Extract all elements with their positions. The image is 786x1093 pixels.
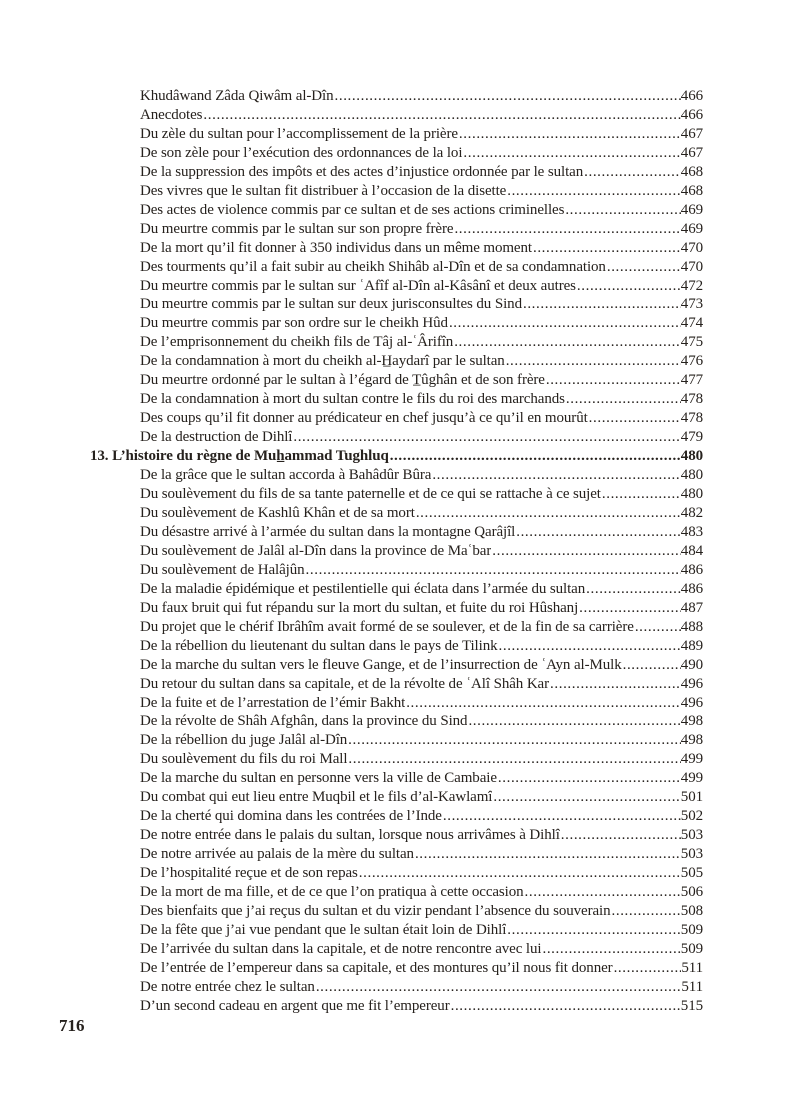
- toc-entry: [140, 239, 703, 258]
- toc-entry: [140, 807, 703, 826]
- toc-entry-page: 480: [680, 448, 703, 465]
- toc-dot-leader: [606, 258, 681, 277]
- toc-entry-page: 488: [680, 618, 703, 635]
- toc-dot-leader: [506, 182, 681, 201]
- toc-entry-label: Du soulèvement du fils du roi Mall: [140, 751, 348, 768]
- toc-entry-label: Des bienfaits que j’ai reçus du sultan et du vizir pendant l’absence du souverain: [140, 902, 611, 919]
- toc-dot-leader: [578, 599, 681, 618]
- toc-entry-label: Du retour du sultan dans sa capitale, et de la révolte de ʿAlî Shâh Kar: [140, 675, 550, 692]
- toc-dot-leader: [450, 997, 681, 1016]
- toc-entry-page: 511: [681, 959, 703, 976]
- toc-dot-leader: [453, 333, 681, 352]
- toc-entry-label: D’un second cadeau en argent que me fit l’empereur: [140, 997, 450, 1014]
- toc-entry-page: 496: [680, 675, 703, 692]
- toc-dot-leader: [431, 466, 680, 485]
- toc-entry: [140, 656, 703, 675]
- toc-entry-page: 501: [680, 789, 703, 806]
- toc-entry-page: 499: [680, 751, 703, 768]
- toc-dot-leader: [576, 277, 681, 296]
- toc-dot-leader: [634, 618, 681, 637]
- toc-entry: [140, 845, 703, 864]
- toc-dot-leader: [506, 921, 681, 940]
- toc-dot-leader: [347, 750, 680, 769]
- toc-entry: [140, 295, 703, 314]
- toc-entry-page: 468: [680, 182, 703, 199]
- toc-dot-leader: [334, 87, 681, 106]
- toc-entry: [140, 959, 703, 978]
- toc-entry-page: 499: [680, 770, 703, 787]
- toc-entry: [140, 561, 703, 580]
- toc-dot-leader: [564, 201, 680, 220]
- toc-entry-label: Anecdotes: [140, 106, 203, 123]
- toc-entry: [140, 978, 703, 997]
- toc-entry: [140, 409, 703, 428]
- toc-entry: [140, 618, 703, 637]
- toc-entry: [140, 277, 703, 296]
- toc-entry-label: De la condamnation à mort du cheikh al-H̲aydarî par le sultan: [140, 353, 505, 370]
- toc-entry-page: 476: [680, 353, 703, 370]
- toc-entry-label: Khudâwand Zâda Qiwâm al-Dîn: [140, 88, 334, 104]
- toc-entry-label: Du meurtre commis par le sultan sur son propre frère: [140, 220, 454, 237]
- toc-entry: [140, 675, 703, 694]
- toc-entry-label: De la mort qu’il fit donner à 350 individus dans un même moment: [140, 239, 532, 256]
- toc-dot-leader: [458, 125, 681, 144]
- toc-entry-page: 515: [680, 997, 703, 1014]
- toc-entry-page: 470: [680, 239, 703, 256]
- toc-entry: [140, 542, 703, 561]
- toc-entry-label: De la cherté qui domina dans les contrées de l’Inde: [140, 808, 442, 825]
- toc-entry-label: De la fuite et de l’arrestation de l’émir Bakht: [140, 694, 406, 711]
- toc-dot-leader: [505, 352, 681, 371]
- toc-entry-page: 511: [681, 978, 703, 995]
- toc-dot-leader: [532, 239, 681, 258]
- toc-entry-page: 469: [680, 201, 703, 218]
- toc-entry-label: Du meurtre ordonné par le sultan à l’égard de T̲ûghân et de son frère: [140, 372, 545, 389]
- toc-entry-page: 484: [680, 542, 703, 559]
- toc-entry: [140, 314, 703, 333]
- toc-entry-label: De l’hospitalité reçue et de son repas: [140, 865, 358, 882]
- toc-entry-label: Du combat qui eut lieu entre Muqbil et le fils d’al-Kawlamî: [140, 789, 493, 806]
- toc-entry-label: De la rébellion du juge Jalâl al-Dîn: [140, 732, 348, 749]
- toc-entry-label: Du faux bruit qui fut répandu sur la mort du sultan, et fuite du roi Hûshanj: [140, 599, 579, 616]
- toc-dot-leader: [522, 295, 681, 314]
- toc-entry-label: De l’arrivée du sultan dans la capitale, et de notre rencontre avec lui: [140, 940, 542, 957]
- toc-dot-leader: [613, 959, 682, 978]
- toc-entry-page: 498: [680, 713, 703, 730]
- toc-dot-leader: [389, 447, 681, 466]
- table-of-contents: [90, 87, 703, 1016]
- toc-dot-leader: [448, 314, 681, 333]
- toc-entry-page: 486: [680, 580, 703, 597]
- toc-entry-label: Des tourments qu’il a fait subir au cheikh Shihâb al-Dîn et de sa condamnation: [140, 258, 606, 275]
- toc-entry-page: 487: [680, 599, 703, 616]
- toc-entry: [140, 125, 703, 144]
- toc-entry-label: De la grâce que le sultan accorda à Bahâdûr Bûra: [140, 467, 432, 484]
- toc-entry: [140, 921, 703, 940]
- toc-dot-leader: [611, 902, 681, 921]
- toc-entry: [140, 352, 703, 371]
- toc-entry-page: 473: [680, 296, 703, 313]
- toc-entry-page: 474: [680, 315, 703, 332]
- toc-entry-label: De la rébellion du lieutenant du sultan dans le pays de Tilink: [140, 637, 498, 654]
- toc-dot-leader: [202, 106, 680, 125]
- toc-entry: [140, 864, 703, 883]
- toc-dot-leader: [467, 712, 680, 731]
- toc-entry: [140, 826, 703, 845]
- toc-entry-page: 490: [680, 656, 703, 673]
- toc-dot-leader: [497, 769, 681, 788]
- toc-dot-leader: [622, 656, 681, 675]
- toc-entry-label: Des coups qu’il fit donner au prédicateur en chef jusqu’à ce qu’il en mourût: [140, 410, 588, 427]
- toc-entry-label: Du soulèvement du fils de sa tante paternelle et de ce qui se rattache à ce sujet: [140, 486, 601, 503]
- toc-entry-page: 475: [680, 334, 703, 351]
- toc-entry: [140, 182, 703, 201]
- toc-entry: [140, 258, 703, 277]
- toc-entry-page: 509: [680, 921, 703, 938]
- toc-dot-leader: [515, 523, 681, 542]
- toc-entry: [140, 504, 703, 523]
- toc-entry-page: 489: [680, 637, 703, 654]
- toc-entry-page: 478: [680, 391, 703, 408]
- toc-entry-label: Des vivres que le sultan fit distribuer à l’occasion de la disette: [140, 182, 507, 199]
- toc-dot-leader: [491, 542, 681, 561]
- toc-entry-label: De la condamnation à mort du sultan contre le fils du roi des marchands: [140, 391, 565, 408]
- toc-entry: [140, 163, 703, 182]
- toc-entry-label: De son zèle pour l’exécution des ordonnances de la loi: [140, 144, 463, 161]
- toc-dot-leader: [492, 788, 680, 807]
- toc-entry-page: 483: [680, 523, 703, 540]
- toc-dot-leader: [541, 940, 680, 959]
- toc-dot-leader: [565, 390, 681, 409]
- toc-entry-page: 480: [680, 467, 703, 484]
- toc-entry: [140, 466, 703, 485]
- toc-entry: [140, 731, 703, 750]
- toc-entry: [140, 390, 703, 409]
- toc-entry-label: De l’entrée de l’empereur dans sa capitale, et des montures qu’il nous fit donner: [140, 959, 613, 976]
- toc-entry: [140, 201, 703, 220]
- toc-entry: [140, 485, 703, 504]
- toc-entry-page: 470: [680, 258, 703, 275]
- toc-entry-label: De la mort de ma fille, et de ce que l’on pratiqua à cette occasion: [140, 884, 524, 901]
- toc-dot-leader: [588, 409, 681, 428]
- toc-entry-label: De notre entrée chez le sultan: [140, 978, 315, 995]
- toc-entry-label: Du meurtre commis par son ordre sur le cheikh Hûd: [140, 315, 448, 332]
- toc-dot-leader: [414, 845, 681, 864]
- toc-entry-label: Du désastre arrivé à l’armée du sultan dans la montagne Qarâjîl: [140, 523, 516, 540]
- toc-entry-page: 503: [680, 827, 703, 844]
- toc-dot-leader: [315, 978, 682, 997]
- toc-entry: [140, 333, 703, 352]
- toc-dot-leader: [358, 864, 681, 883]
- toc-entry-label: De la révolte de Shâh Afghân, dans la province du Sind: [140, 713, 468, 730]
- toc-entry-label: Du meurtre commis par le sultan sur deux jurisconsultes du Sind: [140, 296, 522, 313]
- toc-dot-leader: [415, 504, 681, 523]
- toc-entry-label: De la marche du sultan en personne vers la ville de Cambaie: [140, 770, 497, 787]
- toc-entry-page: 478: [680, 410, 703, 427]
- toc-dot-leader: [601, 485, 681, 504]
- toc-entry-page: 477: [680, 372, 703, 389]
- toc-entry-page: 467: [680, 125, 703, 142]
- toc-entry-page: 467: [680, 144, 703, 161]
- toc-entry-label: Du zèle du sultan pour l’accomplissement de la prière: [140, 125, 458, 142]
- toc-entry: [140, 997, 703, 1016]
- toc-entry-page: 486: [680, 561, 703, 578]
- toc-entry: [140, 580, 703, 599]
- toc-dot-leader: [583, 163, 681, 182]
- toc-entry: [140, 902, 703, 921]
- toc-entry-page: 502: [680, 808, 703, 825]
- toc-entry-label: De notre entrée dans le palais du sultan, lorsque nous arrivâmes à Dihlî: [140, 827, 560, 844]
- toc-entry: [140, 87, 703, 106]
- toc-entry-page: 506: [680, 884, 703, 901]
- toc-dot-leader: [347, 731, 681, 750]
- toc-entry-label: Des actes de violence commis par ce sultan et de ses actions criminelles: [140, 201, 565, 218]
- toc-dot-leader: [560, 826, 681, 845]
- toc-entry-label: Du soulèvement de Halâjûn: [140, 561, 305, 578]
- toc-entry-page: 466: [680, 106, 703, 123]
- toc-entry-label: Du projet que le chérif Ibrâhîm avait formé de se soulever, et de la fin de sa carrière: [140, 618, 634, 635]
- page-number: 716: [59, 1016, 85, 1035]
- toc-entry-page: 509: [680, 940, 703, 957]
- toc-entry-label: De l’emprisonnement du cheikh fils de Tâj al-ʿÂrifîn: [140, 334, 454, 351]
- toc-entry: [140, 428, 703, 447]
- toc-entry: [140, 694, 703, 713]
- toc-dot-leader: [549, 675, 681, 694]
- toc-entry-label: De notre arrivée au palais de la mère du sultan: [140, 846, 414, 863]
- toc-entry-page: 469: [680, 220, 703, 237]
- toc-entry: [140, 712, 703, 731]
- toc-entry-label: Du meurtre commis par le sultan sur ʿAfîf al-Dîn al-Kâsânî et deux autres: [140, 277, 576, 294]
- toc-dot-leader: [462, 144, 680, 163]
- toc-dot-leader: [453, 220, 680, 239]
- toc-entry-label: Du soulèvement de Kashlû Khân et de sa mort: [140, 504, 415, 521]
- toc-entry-page: 508: [680, 902, 703, 919]
- toc-entry: [140, 883, 703, 902]
- toc-entry: [140, 940, 703, 959]
- toc-dot-leader: [292, 428, 680, 447]
- toc-entry: [140, 523, 703, 542]
- toc-entry-page: 498: [680, 732, 703, 749]
- toc-entry-page: 505: [680, 865, 703, 882]
- toc-entry: [140, 371, 703, 390]
- toc-entry-page: 472: [680, 277, 703, 294]
- toc-entry-label: De la maladie épidémique et pestilentielle qui éclata dans l’armée du sultan: [140, 580, 586, 597]
- toc-entry-label: 13. L’histoire du règne de Muh̲ammad Tughluq: [90, 448, 389, 465]
- toc-entry-page: 468: [680, 163, 703, 180]
- toc-entry-label: De la marche du sultan vers le fleuve Gange, et de l’insurrection de ʿAyn al-Mulk: [140, 656, 622, 673]
- toc-entry: [140, 637, 703, 656]
- toc-dot-leader: [442, 807, 681, 826]
- toc-entry-page: 480: [680, 486, 703, 503]
- toc-entry-page: 496: [680, 694, 703, 711]
- toc-dot-leader: [545, 371, 681, 390]
- toc-dot-leader: [305, 561, 681, 580]
- toc-dot-leader: [585, 580, 681, 599]
- toc-dot-leader: [405, 694, 681, 713]
- toc-entry: [140, 599, 703, 618]
- toc-entry-label: De la suppression des impôts et des actes d’injustice ordonnée par le sultan: [140, 163, 584, 180]
- toc-entry-page: 482: [680, 504, 703, 521]
- toc-entry: [140, 750, 703, 769]
- toc-entry-label: De la destruction de Dihlî: [140, 429, 293, 446]
- toc-entry-page: 503: [680, 846, 703, 863]
- toc-entry-label: De la fête que j’ai vue pendant que le sultan était loin de Dihlî: [140, 921, 507, 938]
- toc-entry-page: 466: [680, 88, 703, 104]
- toc-dot-leader: [524, 883, 681, 902]
- toc-dot-leader: [498, 637, 681, 656]
- toc-entry: [140, 788, 703, 807]
- toc-entry-page: 479: [680, 429, 703, 446]
- toc-entry-label: Du soulèvement de Jalâl al-Dîn dans la province de Maʿbar: [140, 542, 492, 559]
- toc-entry: [90, 447, 703, 466]
- toc-entry: [140, 220, 703, 239]
- toc-entry: [140, 144, 703, 163]
- toc-entry: [140, 106, 703, 125]
- toc-entry: [140, 769, 703, 788]
